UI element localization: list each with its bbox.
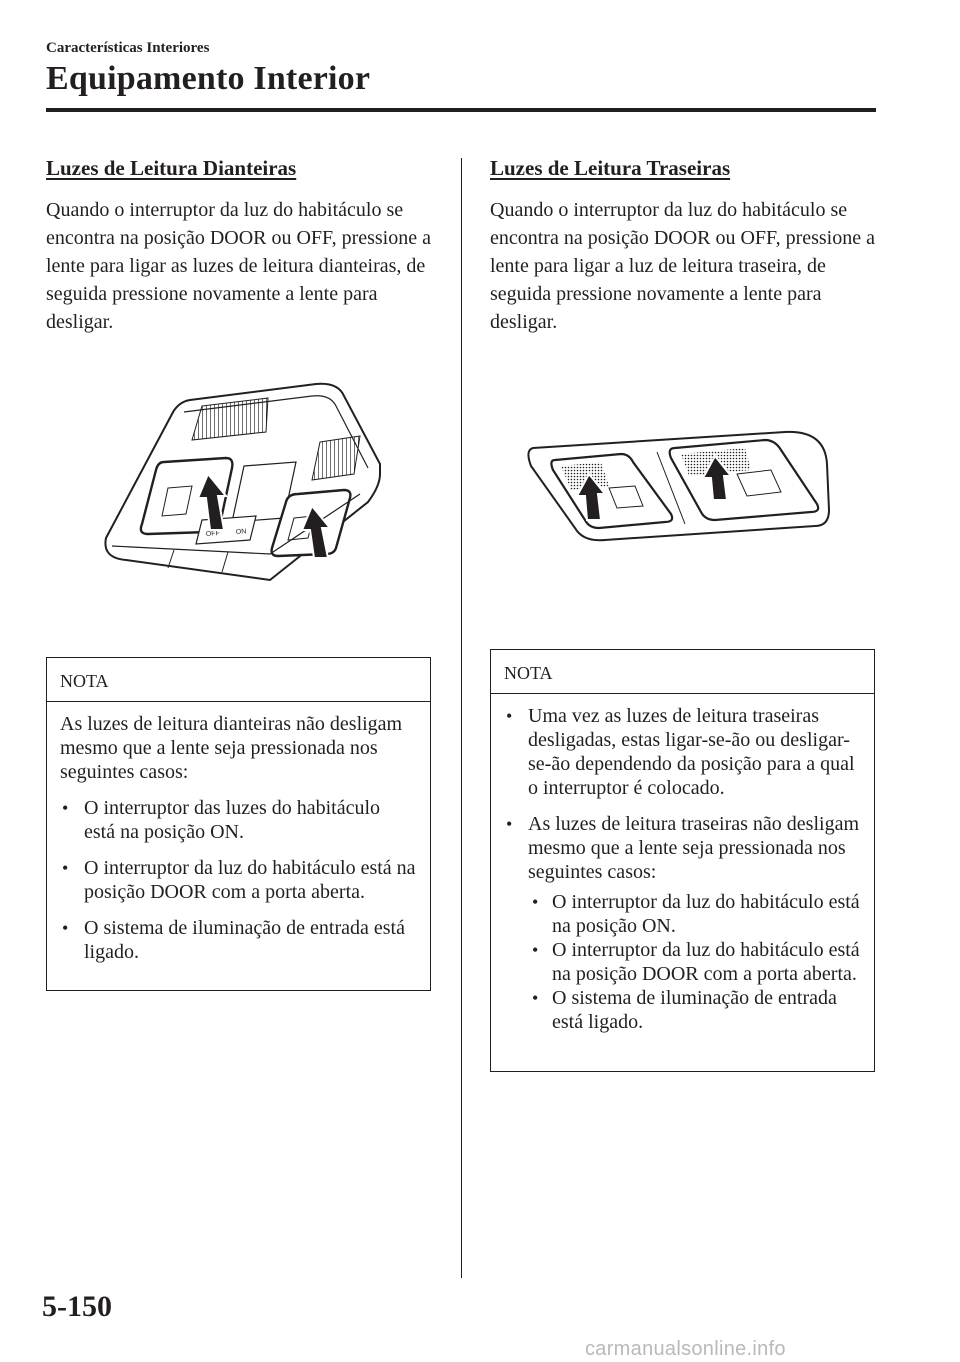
front-note-intro: As luzes de leitura dianteiras não desligam mesmo que a lente seja pressionada nos seguintes casos: xyxy=(60,713,403,783)
rear-note-item xyxy=(504,812,860,1034)
rear-note-sub-item: • O sistema de iluminação de entrada está ligado. xyxy=(528,986,860,1034)
front-lights-heading: Luzes de Leitura Dianteiras xyxy=(46,156,297,180)
page-number: 5-150 xyxy=(42,1290,112,1323)
front-lights-text: Quando o interruptor da luz do habitáculo se encontra na posição DOOR ou OFF, pressione a lente para ligar as luzes de leitura dianteiras, de seguida pressione novamente a lente para desligar. xyxy=(46,199,431,333)
front-note-box xyxy=(46,657,431,991)
rear-map-light-illustration xyxy=(525,430,835,545)
rear-note-item-text: As luzes de leitura traseiras não desligam mesmo que a lente seja pressionada nos seguintes casos: xyxy=(528,813,859,883)
watermark-link[interactable]: carmanualsonline.info xyxy=(585,1338,786,1360)
title-rule xyxy=(46,108,876,112)
column-divider xyxy=(461,158,462,1278)
rear-note-sub-item: • O interruptor da luz do habitáculo está na posição DOOR com a porta aberta. xyxy=(528,938,860,986)
front-note-label: NOTA xyxy=(47,658,430,702)
svg-text:OFF: OFF xyxy=(205,530,221,538)
svg-text:ON: ON xyxy=(235,528,247,536)
rear-lights-heading: Luzes de Leitura Traseiras xyxy=(490,156,731,180)
rear-note-sub-item: • O interruptor da luz do habitáculo está na posição ON. xyxy=(528,890,860,938)
rear-note-label: NOTA xyxy=(491,650,874,694)
rear-lights-text: Quando o interruptor da luz do habitáculo se encontra na posição DOOR ou OFF, pressione a lente para ligar a luz de leitura traseira, de seguida pressione novamente a lente para desligar. xyxy=(490,199,875,333)
page-title: Equipamento Interior xyxy=(46,60,371,97)
section-label: Características Interiores xyxy=(46,40,210,56)
rear-note-item: • Uma vez as luzes de leitura traseiras desligadas, estas ligar-se-ão ou desligar-se-ão dependendo da posição para a qual o interruptor é colocado. xyxy=(504,704,860,800)
front-note-item: • O interruptor da luz do habitáculo está na posição DOOR com a porta aberta. xyxy=(60,856,416,904)
front-note-item: • O sistema de iluminação de entrada está ligado. xyxy=(60,916,416,964)
front-note-item: • O interruptor das luzes do habitáculo está na posição ON. xyxy=(60,796,416,844)
rear-note-box xyxy=(490,649,875,1072)
front-map-light-illustration xyxy=(98,378,398,583)
